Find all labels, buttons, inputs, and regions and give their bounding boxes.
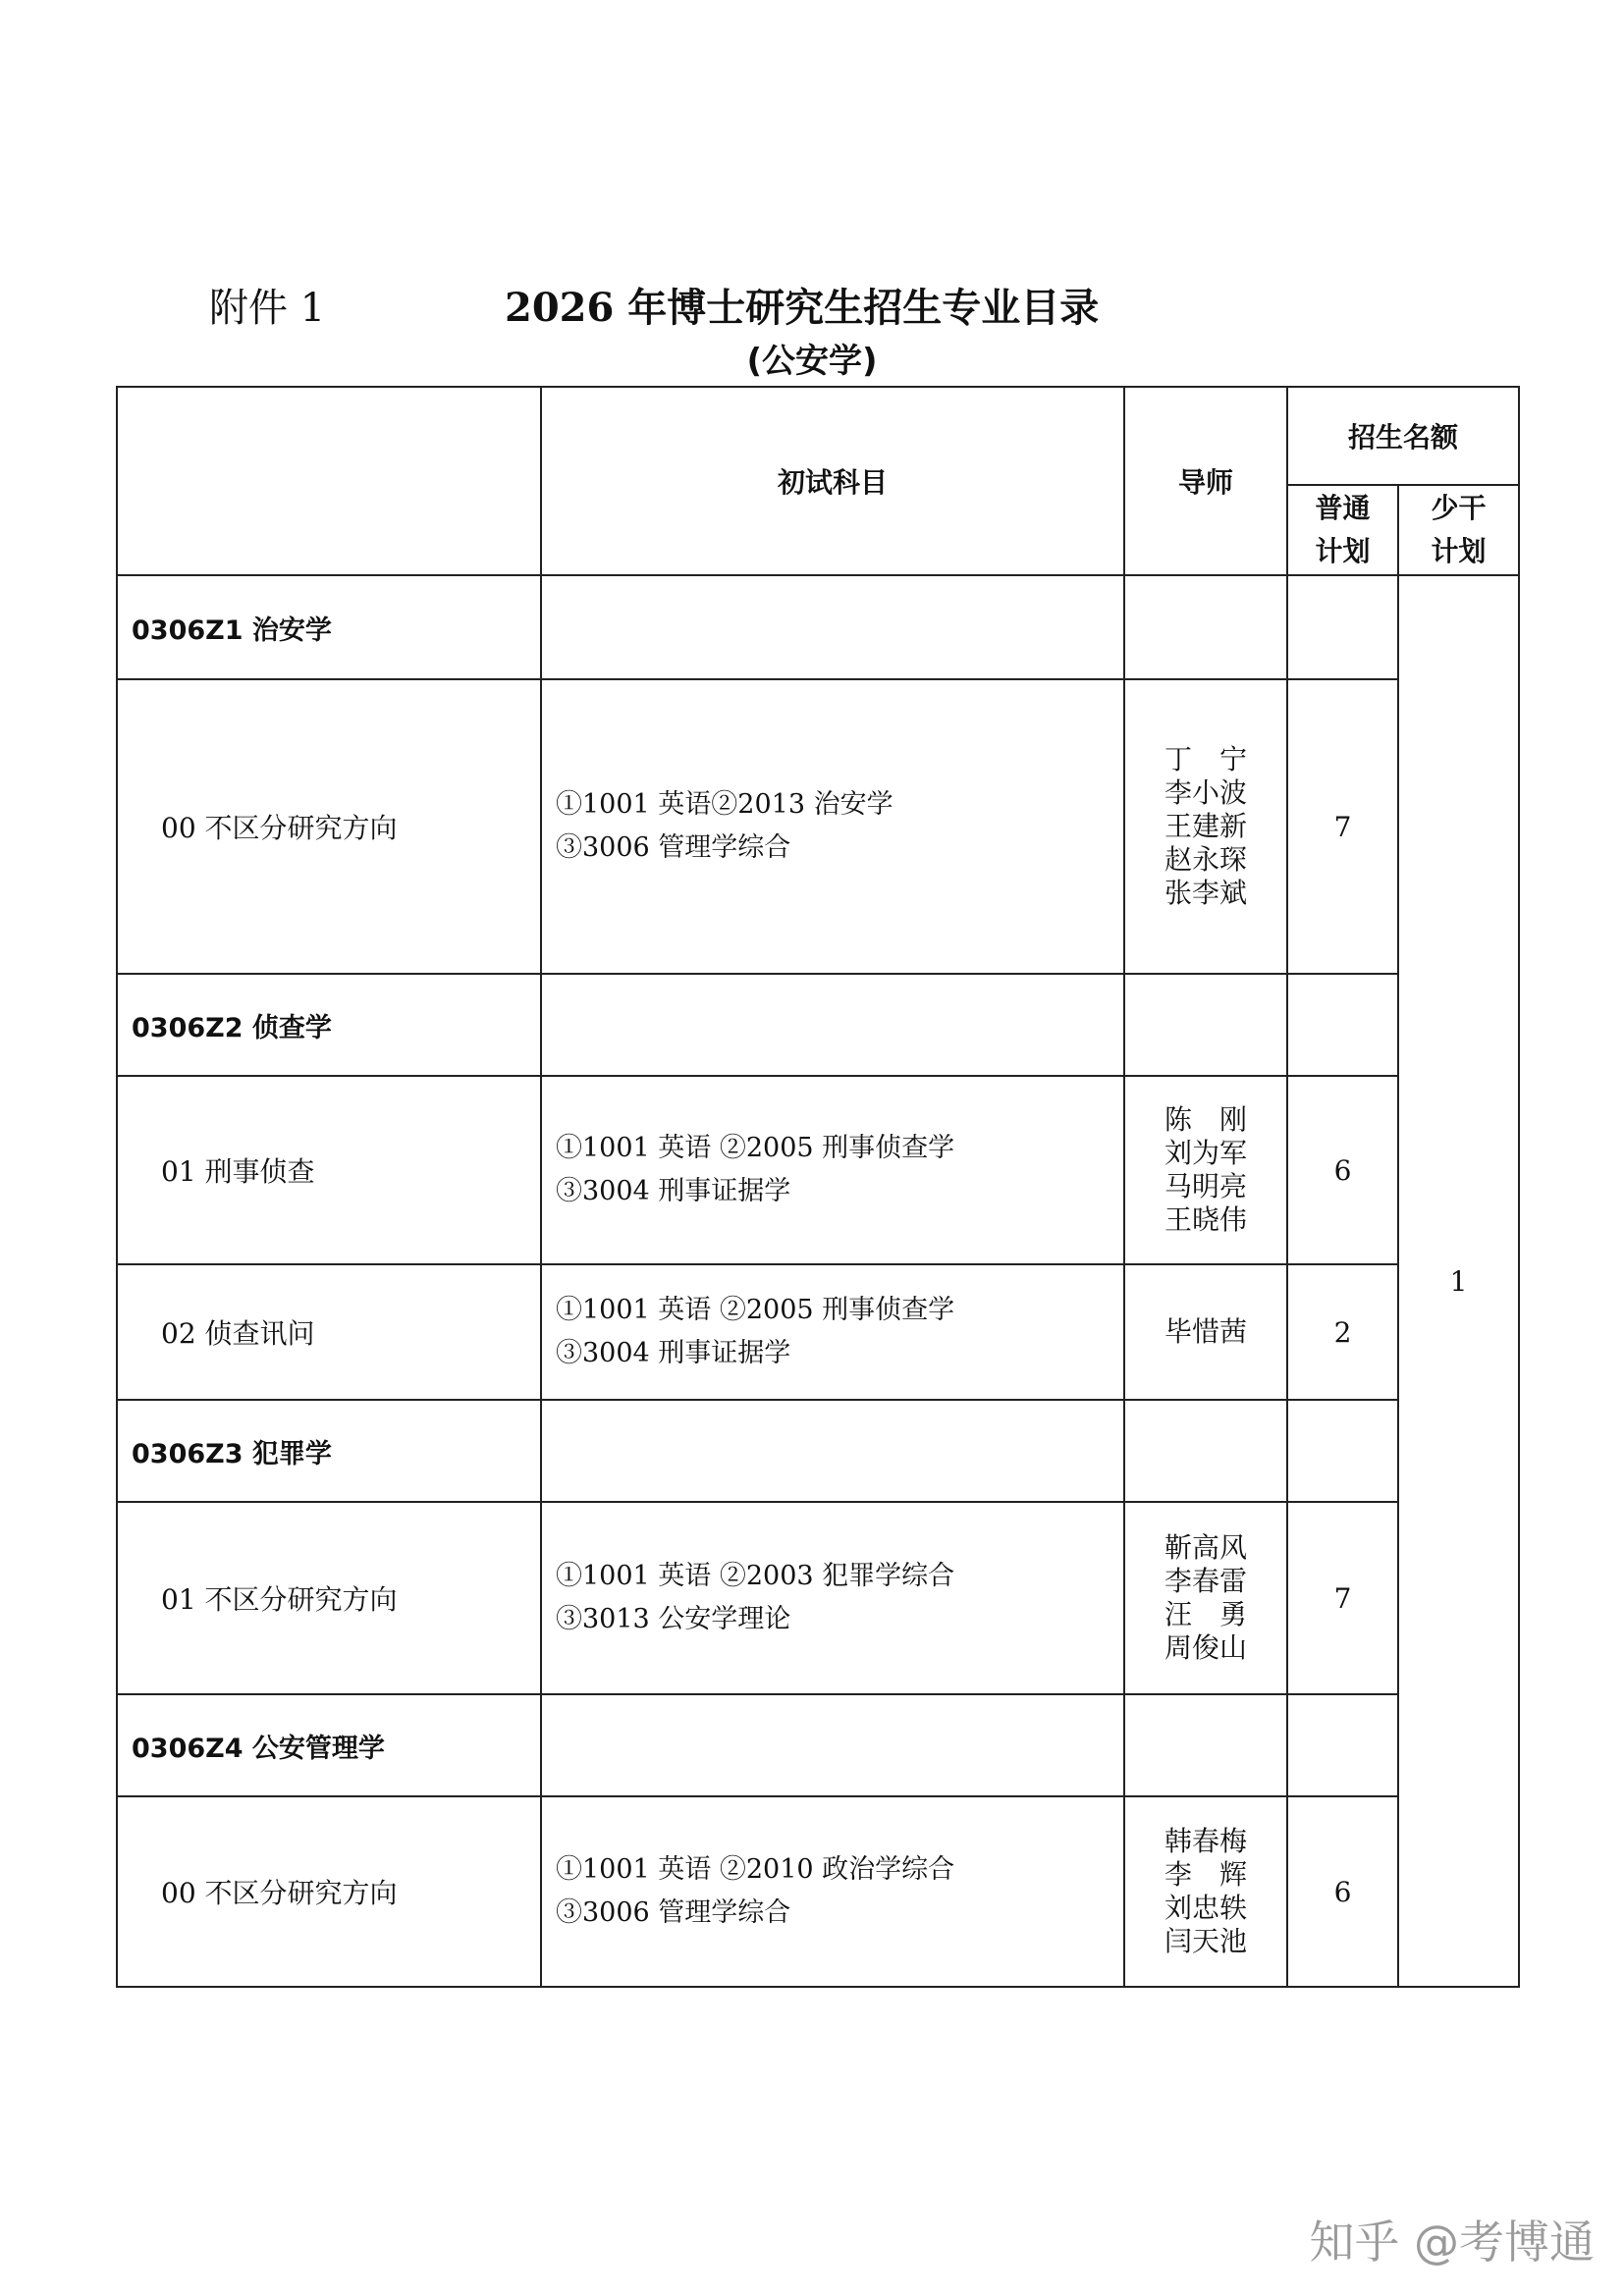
tutor-name: 毕惜茜 [1164,1315,1247,1348]
major-tutors-cell [1124,974,1287,1076]
tutor-name: 刘忠轶 [1164,1892,1247,1924]
subject-line: ③3004 刑事证据学 [556,1338,791,1368]
direction-name: 01 刑事侦查 [117,1076,541,1264]
major-regular-cell [1287,575,1398,679]
tutor-name: 靳高风 [1164,1531,1247,1564]
major-name: 0306Z4 公安管理学 [117,1694,541,1796]
tutor-list [1124,1502,1287,1694]
major-subjects-cell [541,974,1124,1076]
direction-row [117,1076,1519,1264]
major-tutors-cell [1124,1400,1287,1502]
tutor-name: 张李斌 [1164,877,1247,909]
regular-quota: 7 [1287,679,1398,974]
tutor-name: 马明亮 [1164,1170,1247,1202]
exam-subjects [541,1076,1124,1264]
major-name: 0306Z2 侦查学 [117,974,541,1076]
major-row [117,974,1519,1076]
page-subtitle: (公安学) [746,342,878,381]
regular-quota: 7 [1287,1502,1398,1694]
exam-subjects [541,1502,1124,1694]
major-row [117,1694,1519,1796]
major-regular-cell [1287,1694,1398,1796]
tutor-list [1124,1264,1287,1400]
major-tutors-cell [1124,575,1287,679]
subject-line: ①1001 英语 ②2005 刑事侦查学 [556,1295,955,1325]
minority-quota-total: 1 [1398,575,1519,1987]
header-exam-subjects: 初试科目 [541,387,1124,575]
exam-subjects [541,1264,1124,1400]
tutor-name: 刘为军 [1164,1137,1247,1169]
tutor-list [1124,1796,1287,1987]
header-minority-plan: 少干计划 [1398,485,1519,575]
subject-line: ①1001 英语 ②2003 犯罪学综合 [556,1561,955,1591]
watermark: 知乎 @考博通 [1309,2216,1595,2269]
exam-subjects [541,679,1124,974]
direction-row [117,1264,1519,1400]
tutor-name: 王晓伟 [1164,1203,1247,1236]
direction-row [117,1502,1519,1694]
tutor-name: 闫天池 [1164,1925,1247,1957]
subject-line: ①1001 英语②2013 治安学 [556,789,893,820]
subject-line: ③3013 公安学理论 [556,1604,791,1634]
subject-line: ③3006 管理学综合 [556,1897,791,1928]
header-tutors: 导师 [1124,387,1287,575]
major-subjects-cell [541,1400,1124,1502]
page-title: 2026 年博士研究生招生专业目录 [505,285,1100,331]
major-name: 0306Z3 犯罪学 [117,1400,541,1502]
header-quota: 招生名额 [1287,387,1519,485]
tutor-name: 李 辉 [1164,1858,1247,1891]
subject-line: ③3004 刑事证据学 [556,1176,791,1206]
regular-quota: 6 [1287,1076,1398,1264]
major-regular-cell [1287,1400,1398,1502]
major-row [117,1400,1519,1502]
tutor-name: 李小波 [1164,776,1247,809]
major-subjects-cell [541,575,1124,679]
tutor-name: 陈 刚 [1164,1103,1247,1136]
regular-quota: 2 [1287,1264,1398,1400]
header-row [117,387,1519,485]
direction-name: 01 不区分研究方向 [117,1502,541,1694]
header-regular-plan: 普通计划 [1287,485,1398,575]
subject-line: ①1001 英语 ②2010 政治学综合 [556,1854,955,1885]
tutor-name: 周俊山 [1164,1631,1247,1664]
direction-row [117,1796,1519,1987]
tutor-name: 李春雷 [1164,1565,1247,1597]
major-tutors-cell [1124,1694,1287,1796]
tutor-list [1124,1076,1287,1264]
direction-name: 02 侦查讯问 [117,1264,541,1400]
tutor-name: 韩春梅 [1164,1825,1247,1857]
tutor-list [1124,679,1287,974]
tutor-name: 王建新 [1164,810,1247,842]
header-major [117,387,541,575]
major-regular-cell [1287,974,1398,1076]
major-row [117,575,1519,679]
tutor-name: 汪 勇 [1164,1598,1247,1630]
regular-quota: 6 [1287,1796,1398,1987]
direction-name: 00 不区分研究方向 [117,1796,541,1987]
annex-label: 附件 1 [209,286,326,331]
subject-line: ③3006 管理学综合 [556,832,791,863]
exam-subjects [541,1796,1124,1987]
tutor-name: 赵永琛 [1164,843,1247,876]
major-subjects-cell [541,1694,1124,1796]
direction-row [117,679,1519,974]
major-name: 0306Z1 治安学 [117,575,541,679]
catalog-table [116,386,1520,1988]
direction-name: 00 不区分研究方向 [117,679,541,974]
tutor-name: 丁 宁 [1164,743,1247,775]
subject-line: ①1001 英语 ②2005 刑事侦查学 [556,1133,955,1163]
